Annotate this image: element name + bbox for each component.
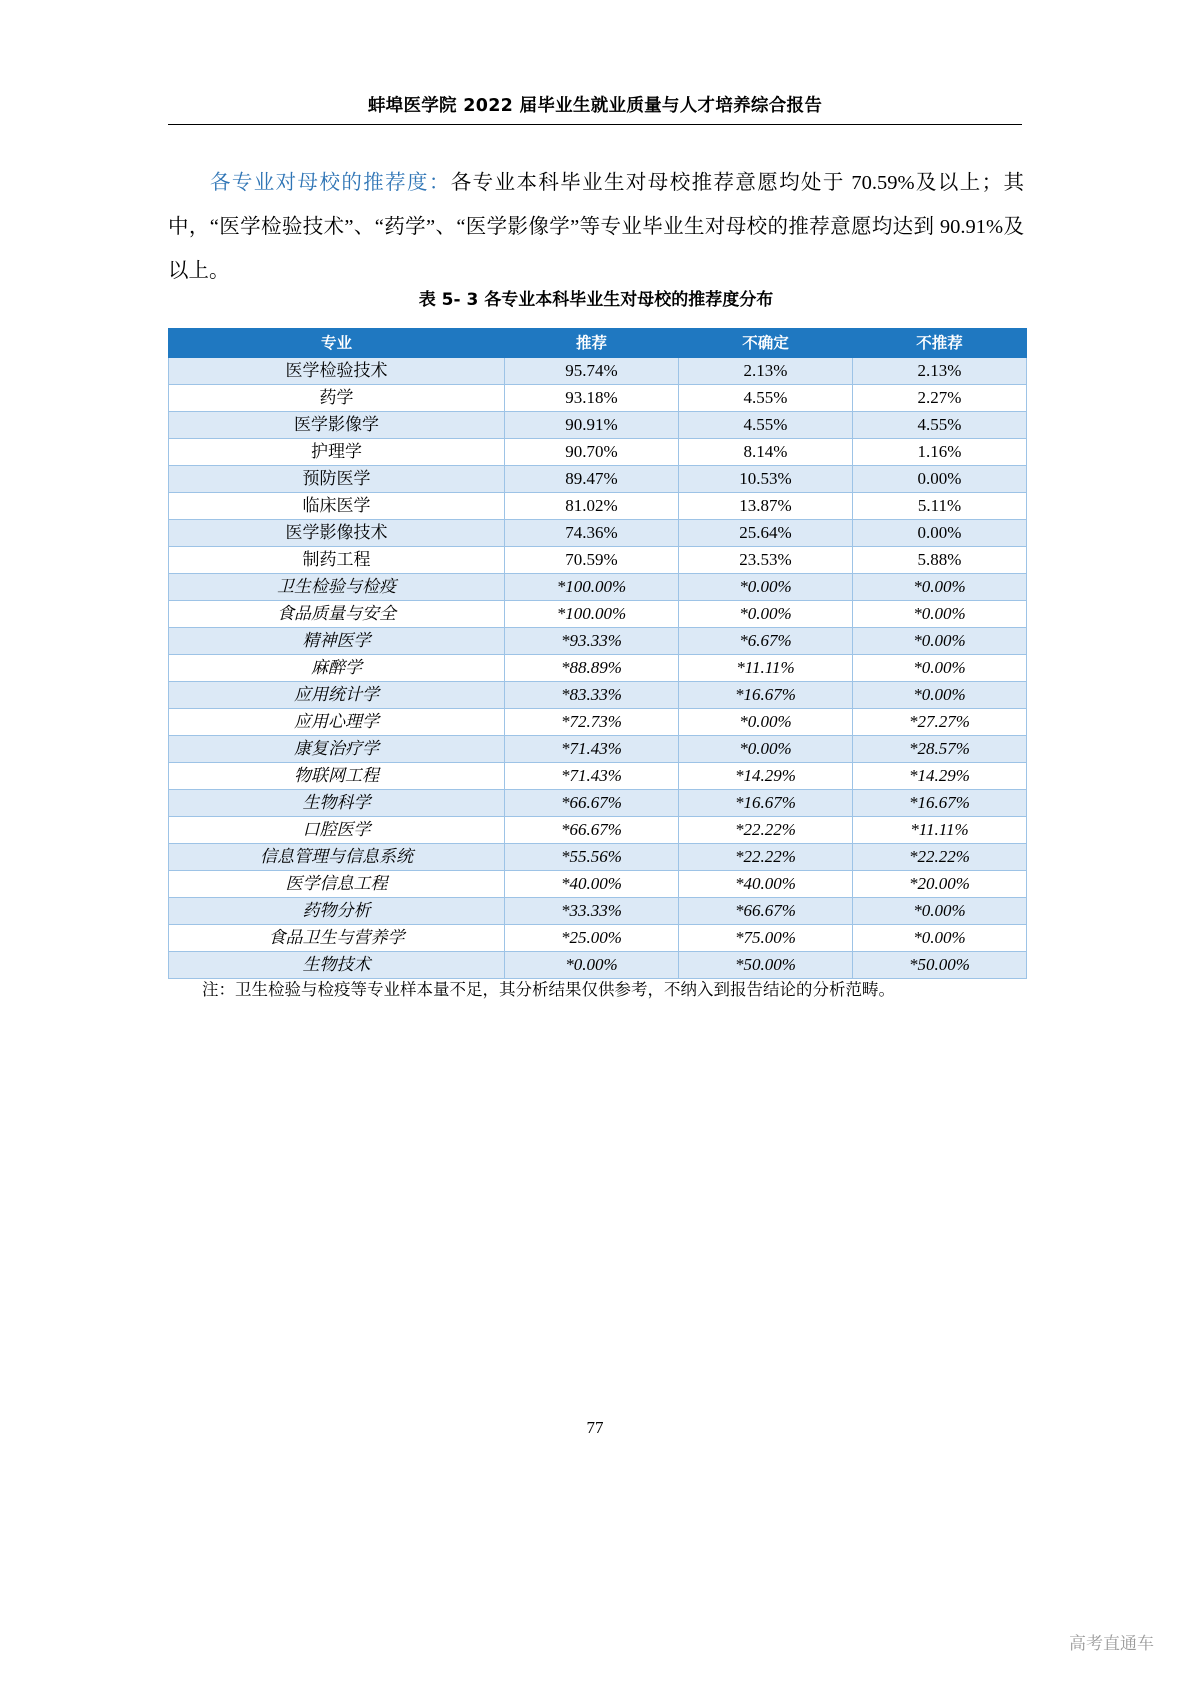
table-row	[169, 412, 1027, 439]
cell-not-recommend: 2.27%	[853, 385, 1027, 412]
cell-recommend: 81.02%	[505, 493, 679, 520]
page-number: 77	[586, 1418, 604, 1437]
cell-recommend: 70.59%	[505, 547, 679, 574]
table-row	[169, 493, 1027, 520]
cell-recommend: *66.67%	[505, 790, 679, 817]
cell-recommend: 89.47%	[505, 466, 679, 493]
cell-major: 精神医学	[169, 628, 505, 655]
table-row	[169, 817, 1027, 844]
cell-major: 医学影像技术	[169, 520, 505, 547]
table-row	[169, 628, 1027, 655]
table-row	[169, 682, 1027, 709]
table-row	[169, 601, 1027, 628]
cell-unsure: *22.22%	[679, 844, 853, 871]
cell-not-recommend: 2.13%	[853, 358, 1027, 385]
cell-unsure: *0.00%	[679, 736, 853, 763]
cell-unsure: *6.67%	[679, 628, 853, 655]
cell-unsure: 4.55%	[679, 412, 853, 439]
cell-major: 信息管理与信息系统	[169, 844, 505, 871]
cell-unsure: 10.53%	[679, 466, 853, 493]
cell-unsure: 8.14%	[679, 439, 853, 466]
cell-not-recommend: *0.00%	[853, 601, 1027, 628]
cell-unsure: *0.00%	[679, 601, 853, 628]
cell-major: 生物科学	[169, 790, 505, 817]
recommendation-table-wrapper	[168, 328, 1026, 979]
column-header-unsure: 不确定	[679, 329, 853, 358]
cell-recommend: *100.00%	[505, 574, 679, 601]
column-header-not-recommend: 不推荐	[853, 329, 1027, 358]
cell-not-recommend: 0.00%	[853, 520, 1027, 547]
table-note: 注：卫生检验与检疫等专业样本量不足，其分析结果仅供参考，不纳入到报告结论的分析范畴。	[202, 980, 895, 999]
cell-not-recommend: *20.00%	[853, 871, 1027, 898]
table-row	[169, 520, 1027, 547]
table-row	[169, 466, 1027, 493]
cell-recommend: *71.43%	[505, 763, 679, 790]
cell-major: 口腔医学	[169, 817, 505, 844]
cell-not-recommend: *0.00%	[853, 574, 1027, 601]
cell-unsure: *22.22%	[679, 817, 853, 844]
cell-not-recommend: *0.00%	[853, 655, 1027, 682]
table-row	[169, 763, 1027, 790]
cell-recommend: 90.91%	[505, 412, 679, 439]
intro-paragraph	[168, 161, 1024, 293]
cell-unsure: 2.13%	[679, 358, 853, 385]
table-row	[169, 844, 1027, 871]
table-row	[169, 385, 1027, 412]
cell-unsure: *0.00%	[679, 709, 853, 736]
cell-unsure: 13.87%	[679, 493, 853, 520]
cell-major: 物联网工程	[169, 763, 505, 790]
cell-major: 医学信息工程	[169, 871, 505, 898]
cell-major: 制药工程	[169, 547, 505, 574]
header-divider	[168, 124, 1022, 125]
cell-not-recommend: 5.11%	[853, 493, 1027, 520]
table-row	[169, 736, 1027, 763]
table-row	[169, 709, 1027, 736]
intro-highlight: 各专业对母校的推荐度：	[210, 171, 451, 194]
cell-recommend: 95.74%	[505, 358, 679, 385]
cell-unsure: 25.64%	[679, 520, 853, 547]
cell-not-recommend: *0.00%	[853, 925, 1027, 952]
table-caption: 表 5- 3 各专业本科毕业生对母校的推荐度分布	[418, 290, 774, 310]
cell-recommend: *83.33%	[505, 682, 679, 709]
cell-recommend: *93.33%	[505, 628, 679, 655]
table-row	[169, 358, 1027, 385]
cell-not-recommend: 1.16%	[853, 439, 1027, 466]
recommendation-table	[168, 328, 1027, 979]
cell-recommend: *72.73%	[505, 709, 679, 736]
cell-recommend: *100.00%	[505, 601, 679, 628]
cell-major: 预防医学	[169, 466, 505, 493]
cell-not-recommend: *0.00%	[853, 898, 1027, 925]
cell-not-recommend: *0.00%	[853, 628, 1027, 655]
cell-recommend: 90.70%	[505, 439, 679, 466]
cell-unsure: *16.67%	[679, 682, 853, 709]
cell-recommend: *66.67%	[505, 817, 679, 844]
cell-recommend: *40.00%	[505, 871, 679, 898]
intro-body: 各专业本科毕业生对母校推荐意愿均处于 70.59%及以上；其中，“医学检验技术”、“药学”、“医学影像学”等专业毕业生对母校的推荐意愿均达到 90.91%及以上。	[168, 171, 1024, 282]
table-body	[169, 358, 1027, 979]
cell-major: 护理学	[169, 439, 505, 466]
column-header-recommend: 推荐	[505, 329, 679, 358]
cell-not-recommend: *50.00%	[853, 952, 1027, 979]
cell-not-recommend: *0.00%	[853, 682, 1027, 709]
cell-major: 药学	[169, 385, 505, 412]
cell-not-recommend: *22.22%	[853, 844, 1027, 871]
cell-recommend: 93.18%	[505, 385, 679, 412]
table-row	[169, 871, 1027, 898]
column-header-major: 专业	[169, 329, 505, 358]
cell-not-recommend: 0.00%	[853, 466, 1027, 493]
cell-recommend: *33.33%	[505, 898, 679, 925]
table-row	[169, 790, 1027, 817]
cell-unsure: *40.00%	[679, 871, 853, 898]
cell-not-recommend: 5.88%	[853, 547, 1027, 574]
cell-not-recommend: 4.55%	[853, 412, 1027, 439]
cell-unsure: 23.53%	[679, 547, 853, 574]
cell-major: 医学检验技术	[169, 358, 505, 385]
cell-major: 卫生检验与检疫	[169, 574, 505, 601]
table-row	[169, 898, 1027, 925]
cell-major: 药物分析	[169, 898, 505, 925]
cell-major: 康复治疗学	[169, 736, 505, 763]
cell-recommend: *0.00%	[505, 952, 679, 979]
cell-unsure: *50.00%	[679, 952, 853, 979]
cell-not-recommend: *14.29%	[853, 763, 1027, 790]
table-row	[169, 655, 1027, 682]
table-row	[169, 574, 1027, 601]
cell-recommend: *88.89%	[505, 655, 679, 682]
cell-major: 麻醉学	[169, 655, 505, 682]
cell-major: 医学影像学	[169, 412, 505, 439]
cell-unsure: *75.00%	[679, 925, 853, 952]
cell-recommend: *25.00%	[505, 925, 679, 952]
cell-unsure: *66.67%	[679, 898, 853, 925]
cell-major: 应用统计学	[169, 682, 505, 709]
watermark-label: 高考直通车	[1069, 1634, 1154, 1654]
cell-major: 食品卫生与营养学	[169, 925, 505, 952]
cell-not-recommend: *28.57%	[853, 736, 1027, 763]
cell-unsure: *16.67%	[679, 790, 853, 817]
cell-recommend: 74.36%	[505, 520, 679, 547]
cell-recommend: *55.56%	[505, 844, 679, 871]
table-row	[169, 547, 1027, 574]
cell-unsure: *14.29%	[679, 763, 853, 790]
cell-recommend: *71.43%	[505, 736, 679, 763]
table-header-row	[169, 329, 1027, 358]
cell-major: 临床医学	[169, 493, 505, 520]
page-header-title: 蚌埠医学院 2022 届毕业生就业质量与人才培养综合报告	[367, 96, 823, 116]
cell-not-recommend: *16.67%	[853, 790, 1027, 817]
cell-major: 食品质量与安全	[169, 601, 505, 628]
cell-not-recommend: *27.27%	[853, 709, 1027, 736]
table-row	[169, 439, 1027, 466]
cell-unsure: *0.00%	[679, 574, 853, 601]
cell-major: 生物技术	[169, 952, 505, 979]
cell-unsure: 4.55%	[679, 385, 853, 412]
cell-not-recommend: *11.11%	[853, 817, 1027, 844]
cell-unsure: *11.11%	[679, 655, 853, 682]
table-row	[169, 925, 1027, 952]
cell-major: 应用心理学	[169, 709, 505, 736]
